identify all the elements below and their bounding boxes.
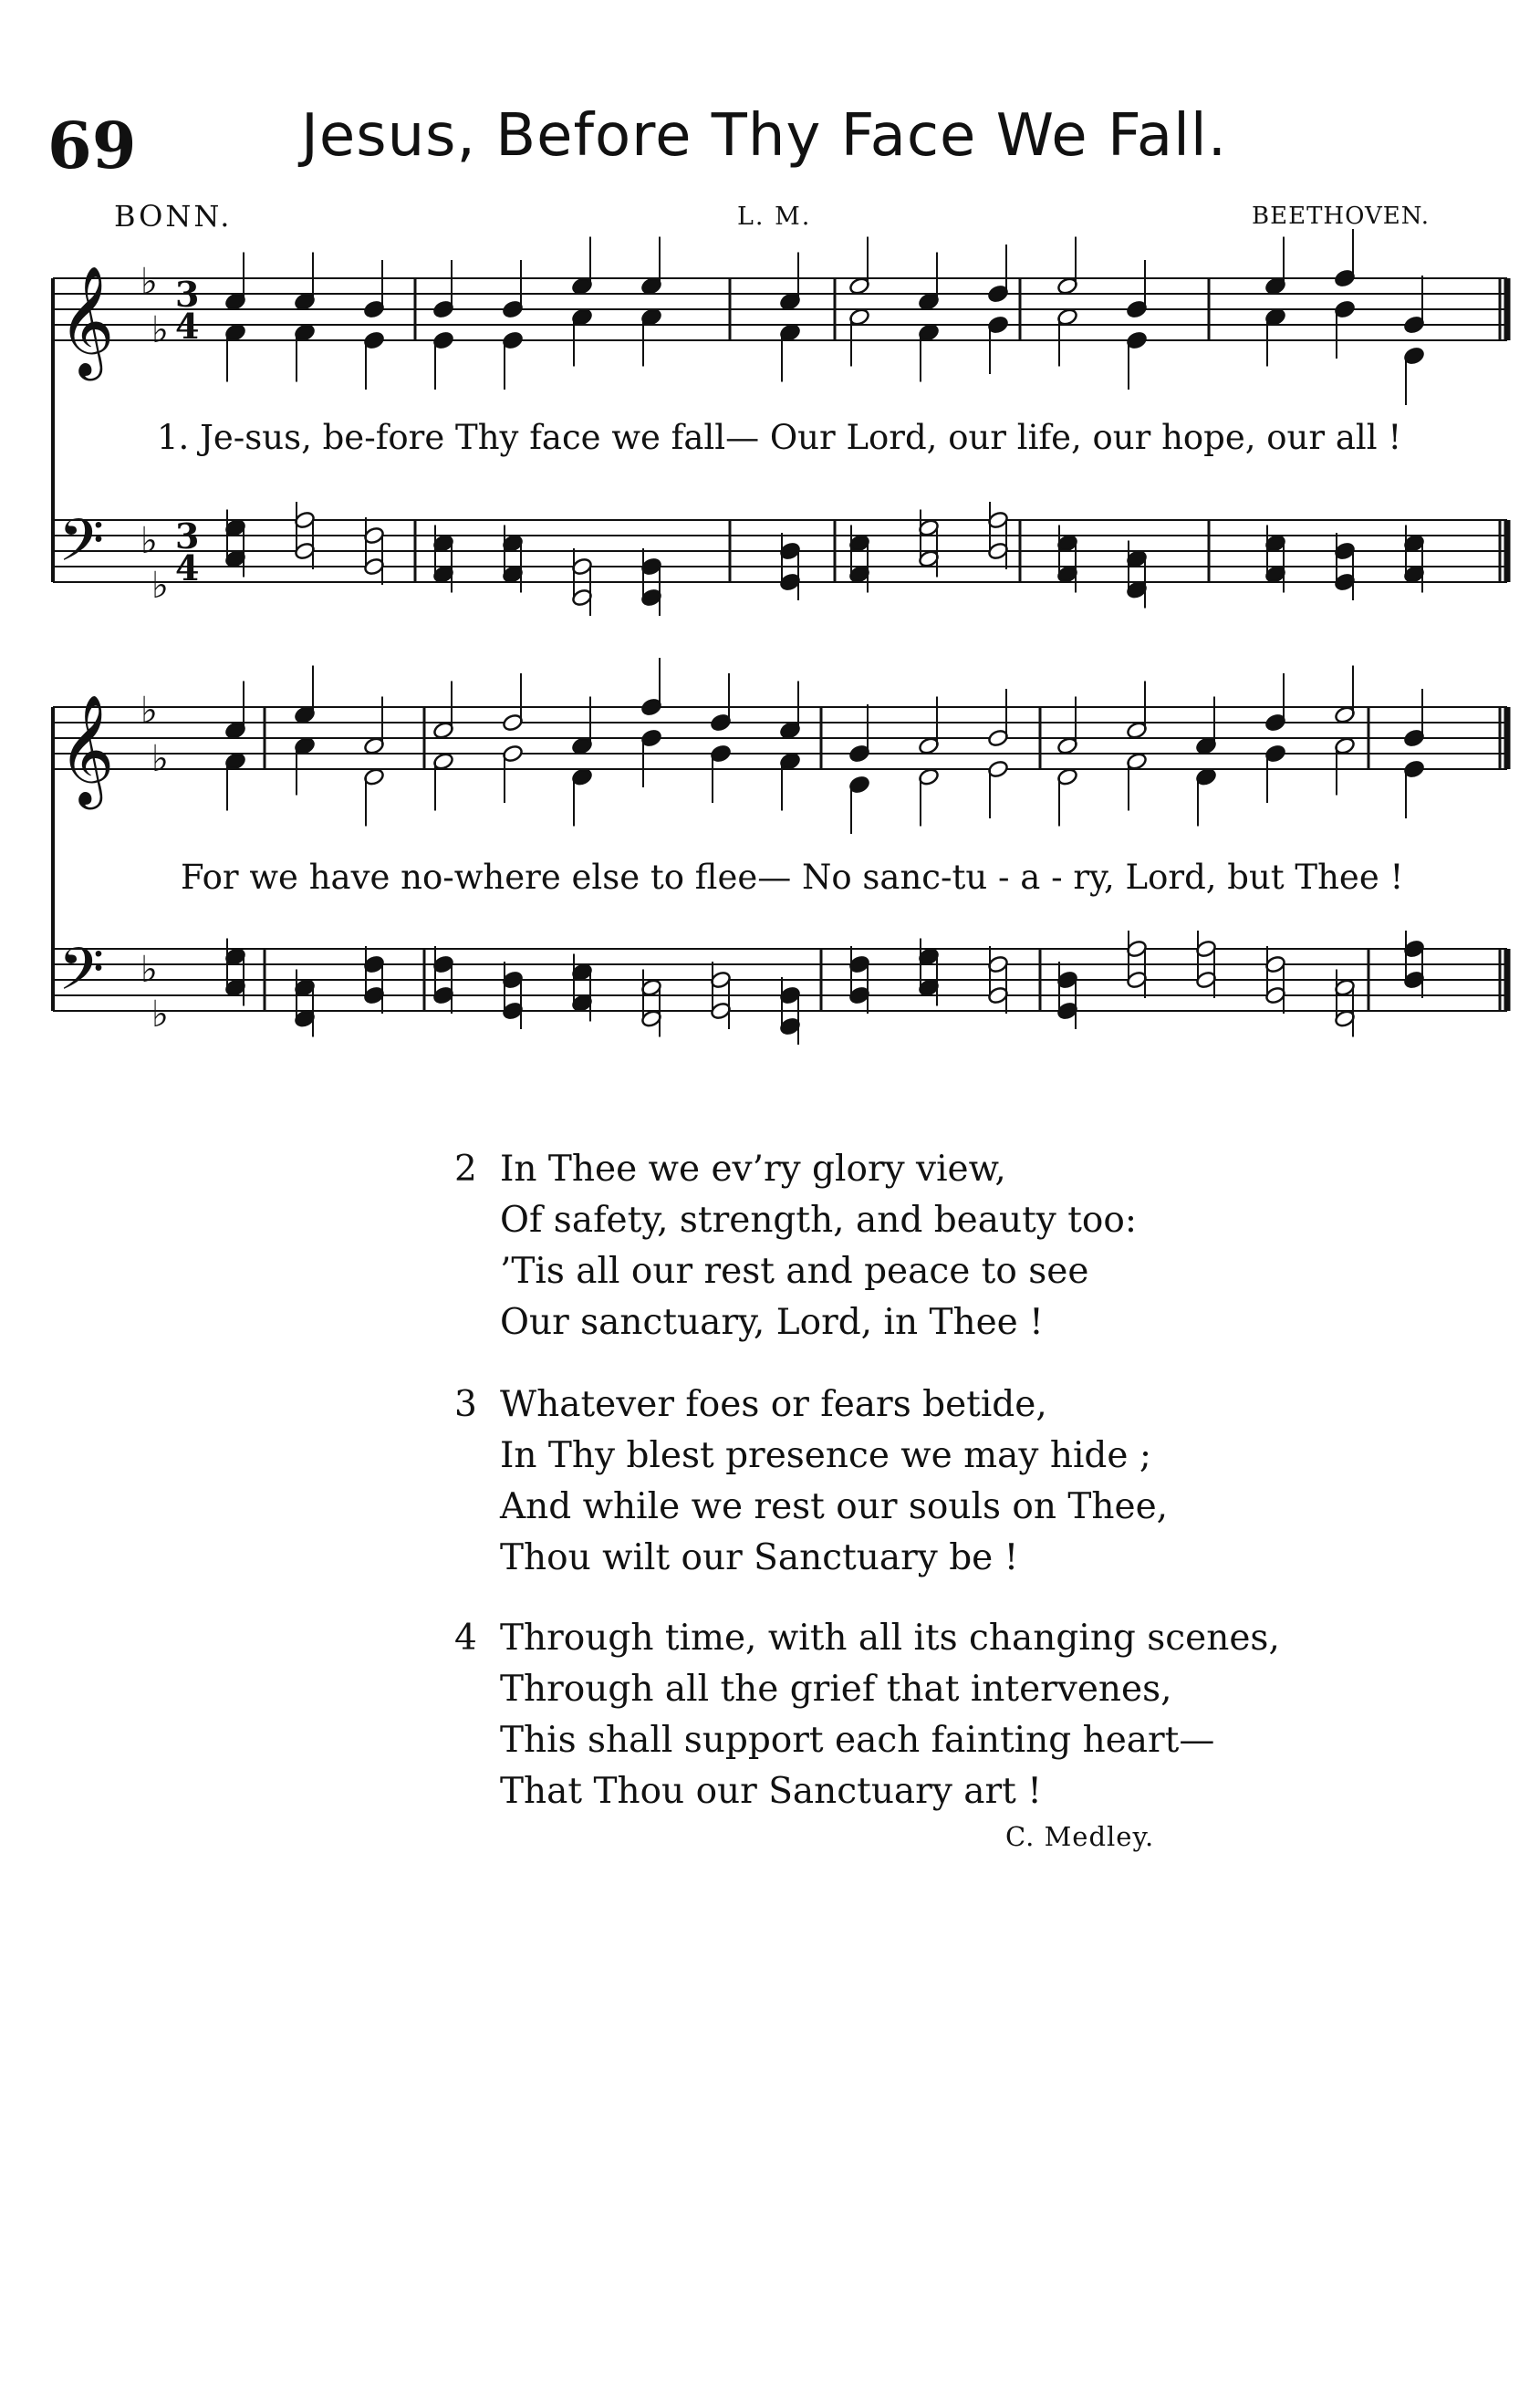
treble-clef-icon: 𝄞: [58, 693, 115, 805]
author: C. Medley.: [1005, 1821, 1155, 1852]
flat-icon: ♭: [140, 261, 158, 303]
stanza-line: Our sanctuary, Lord, in Thee !: [500, 1302, 1044, 1343]
stanza-line: ’Tis all our rest and peace to see: [500, 1251, 1089, 1292]
flat-icon: ♭: [151, 309, 169, 351]
stanza-3: [454, 1379, 1168, 1584]
lyric-line-1: 1. Je-sus, be-fore Thy face we fall— Our Lord, our life, our hope, our all !: [157, 418, 1402, 457]
stanza-4: [454, 1613, 1280, 1817]
time-signature-bottom: 4: [175, 547, 200, 588]
flat-icon: ♭: [140, 520, 158, 562]
time-signature-top: 3: [175, 274, 200, 315]
flat-icon: ♭: [151, 565, 169, 607]
tune-name: BONN.: [114, 199, 233, 234]
meter: L. M.: [737, 203, 812, 231]
stanza-line: In Thee we ev’ry glory view,: [500, 1149, 1006, 1190]
flat-icon: ♭: [151, 738, 169, 780]
music-score: [0, 0, 1540, 1131]
stanza-number: 2: [454, 1149, 477, 1190]
flat-icon: ♭: [140, 690, 158, 732]
treble-clef-icon: 𝄞: [58, 265, 115, 376]
composer: BEETHOVEN.: [1252, 203, 1431, 230]
stanza-number: 3: [454, 1384, 477, 1425]
stanza-line: That Thou our Sanctuary art !: [500, 1771, 1042, 1812]
bass-clef-icon: 𝄢: [58, 507, 105, 589]
stanza-line: Through time, with all its changing scenes,: [500, 1618, 1280, 1659]
stanza-line: In Thy blest presence we may hide ;: [500, 1435, 1151, 1476]
stanza-line: Through all the grief that intervenes,: [500, 1669, 1172, 1710]
stanza-line: And while we rest our souls on Thee,: [500, 1486, 1169, 1527]
flat-icon: ♭: [151, 994, 169, 1036]
stanza-line: This shall support each fainting heart—: [500, 1720, 1215, 1761]
hymn-number: 69: [47, 108, 137, 183]
flat-icon: ♭: [140, 949, 158, 991]
time-signature-top: 3: [175, 515, 200, 557]
stanza-line: Thou wilt our Sanctuary be !: [500, 1537, 1019, 1578]
hymn-title: Jesus, Before Thy Face We Fall.: [301, 102, 1228, 170]
stanza-number: 4: [454, 1618, 477, 1659]
stanza-2: [454, 1144, 1137, 1348]
time-signature-bottom: 4: [175, 306, 200, 347]
bass-clef-icon: 𝄢: [58, 936, 105, 1018]
stanza-line: Whatever foes or fears betide,: [500, 1384, 1047, 1425]
stanza-line: Of safety, strength, and beauty too:: [500, 1200, 1138, 1241]
lyric-line-2: For we have no-where else to flee— No sanc-tu - a - ry, Lord, but Thee !: [181, 858, 1404, 897]
